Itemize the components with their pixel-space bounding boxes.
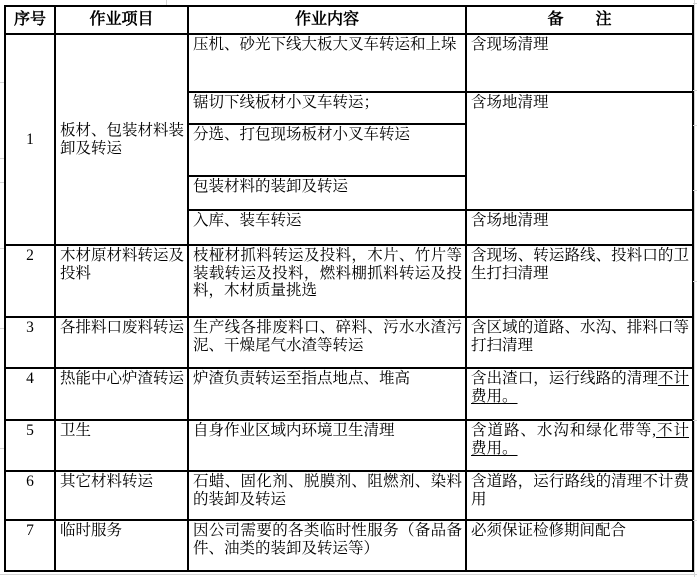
serial-cell: 1 — [5, 34, 55, 245]
serial-cell: 4 — [5, 368, 55, 420]
content-cell: 枝桠材抓料转运及投料，木片、竹片等装载转运及投料，燃料棚抓料转运及投料，木材质量挑选 — [188, 245, 466, 317]
project-cell: 木材原材料转运及投料 — [55, 245, 188, 317]
content-cell: 入库、装车转运 — [188, 210, 466, 245]
remark-cell: 含场地清理 — [466, 210, 693, 245]
content-cell: 生产线各排废料口、碎料、污水水渣污泥、干燥尾气水渣等转运 — [188, 317, 466, 368]
remark-cell — [466, 368, 693, 420]
project-cell: 临时服务 — [55, 520, 188, 571]
header-cell-content: 作业内容 — [188, 6, 466, 34]
remark-underlined-text: 不计费用。 — [471, 370, 689, 405]
header-cell-serial: 序号 — [5, 6, 55, 34]
remark-cell: 含场地清理 — [466, 92, 693, 210]
remark-cell: 含现场、转运路线、投料口的卫生打扫清理 — [466, 245, 693, 317]
table-row — [5, 520, 693, 571]
content-cell: 炉渣负责转运至指点地点、堆高 — [188, 368, 466, 420]
gridline — [0, 158, 4, 159]
project-cell: 各排料口废料转运 — [55, 317, 188, 368]
content-cell: 因公司需要的各类临时性服务（备品备件、油类的装卸及转运等） — [188, 520, 466, 571]
serial-cell: 6 — [5, 471, 55, 520]
serial-cell: 7 — [5, 520, 55, 571]
gridline — [693, 190, 697, 191]
project-cell: 卫生 — [55, 420, 188, 471]
project-cell: 热能中心炉渣转运 — [55, 368, 188, 420]
gridline — [166, 0, 167, 5]
gridline — [693, 90, 697, 91]
table-row — [5, 245, 693, 317]
gridline — [693, 3, 697, 4]
gridline — [0, 328, 4, 329]
gridline — [693, 520, 697, 521]
content-cell: 包装材料的装卸及转运 — [188, 176, 466, 210]
table-row — [5, 34, 693, 92]
content-cell: 自身作业区域内环境卫生清理 — [188, 420, 466, 471]
table-row — [5, 317, 693, 368]
remark-underlined-text: 不计费用。 — [471, 422, 689, 457]
work-items-table — [4, 5, 694, 572]
header-row — [5, 6, 693, 34]
remark-text: 含出渣口，运行线路的清理 — [471, 370, 658, 387]
gridline — [0, 248, 4, 249]
gridline — [693, 420, 697, 421]
header-cell-remark: 备 注 — [466, 6, 693, 34]
serial-cell: 5 — [5, 420, 55, 471]
content-cell: 压机、砂光下线大板大叉车转运和上垛 — [188, 34, 466, 92]
remark-cell: 含现场清理 — [466, 34, 693, 92]
project-cell: 板材、包装材料装卸及转运 — [55, 34, 188, 245]
gridline — [0, 448, 4, 449]
gridline — [694, 0, 695, 577]
gridline — [693, 125, 697, 126]
gridline — [0, 574, 697, 575]
header-cell-project: 作业项目 — [55, 6, 188, 34]
table-row — [5, 471, 693, 520]
remark-cell: 含道路，运行路线的清理不计费用 — [466, 471, 693, 520]
gridline — [693, 281, 697, 282]
serial-cell: 2 — [5, 245, 55, 317]
table-row — [5, 420, 693, 471]
remark-cell: 必须保证检修期间配合 — [466, 520, 693, 571]
table-row — [5, 368, 693, 420]
serial-cell: 3 — [5, 317, 55, 368]
remark-cell — [466, 420, 693, 471]
content-cell: 锯切下线板材小叉车转运； — [188, 92, 466, 124]
gridline — [0, 182, 4, 183]
remark-cell: 含区域的道路、水沟、排料口等打扫清理 — [466, 317, 693, 368]
content-cell: 石蜡、固化剂、脱膜剂、阻燃剂、染料的装卸及转运 — [188, 471, 466, 520]
remark-text: 含道路、水沟和绿化带等, — [471, 422, 657, 439]
project-cell: 其它材料转运 — [55, 471, 188, 520]
content-cell: 分选、打包现场板材小叉车转运 — [188, 124, 466, 176]
gridline — [0, 82, 4, 83]
